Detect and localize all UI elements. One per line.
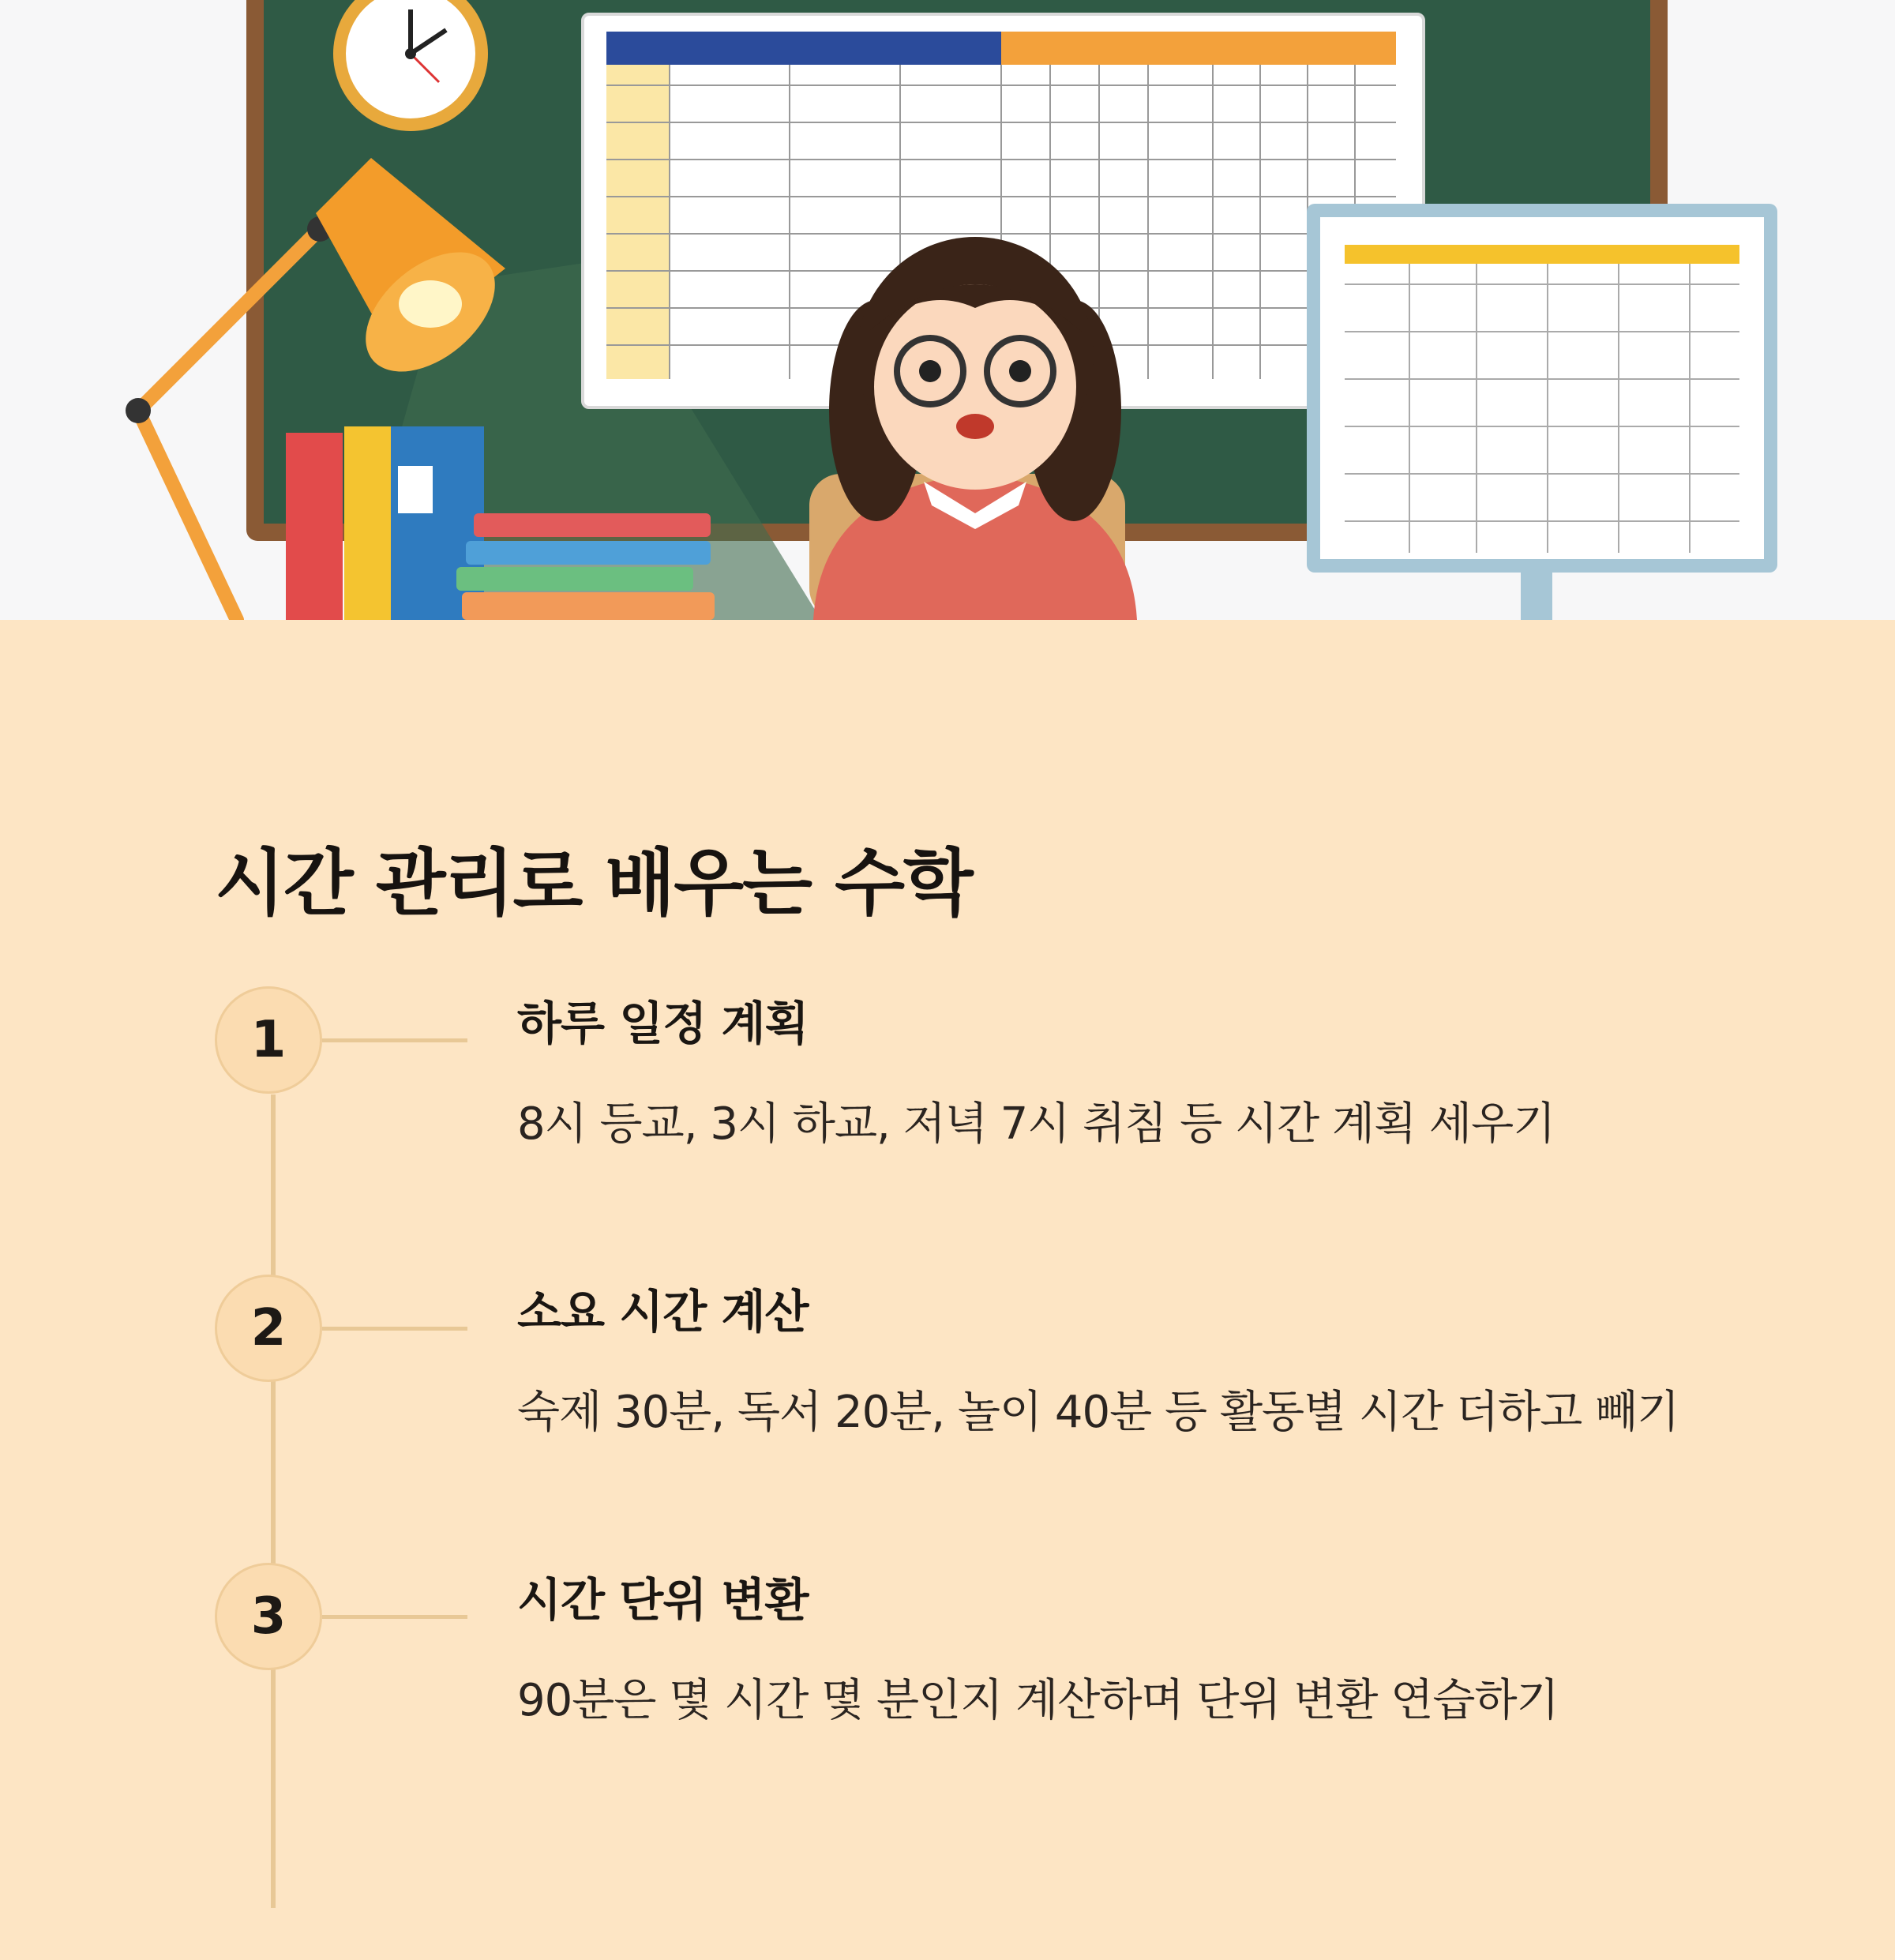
step-description: 90분은 몇 시간 몇 분인지 계산하며 단위 변환 연습하기 [517,1675,1559,1726]
step-number-badge: 1 [215,986,322,1094]
step-connector [322,1615,467,1619]
step-title: 소요 시간 계산 [517,1285,809,1339]
step-connector [322,1327,467,1331]
step-connector [322,1038,467,1042]
hero-illustration [0,0,1895,620]
step-description: 숙제 30분, 독서 20분, 놀이 40분 등 활동별 시간 더하고 빼기 [517,1387,1679,1438]
step-item [0,986,1895,1184]
step-title: 시간 단위 변환 [517,1573,809,1627]
step-number-badge: 3 [215,1563,322,1670]
timeline-line [271,1095,276,1908]
step-item [0,1275,1895,1472]
step-number-badge: 2 [215,1275,322,1382]
content-section [0,620,1895,1960]
binders-drawing [286,426,484,620]
step-title: 하루 일정 계획 [517,997,809,1050]
monitor-drawing [1307,204,1777,620]
section-title: 시간 관리로 배우는 수학 [215,841,972,926]
step-description: 8시 등교, 3시 하교, 저녁 7시 취침 등 시간 계획 세우기 [517,1098,1555,1150]
step-item [0,1563,1895,1760]
classroom-illustration [0,0,1895,620]
